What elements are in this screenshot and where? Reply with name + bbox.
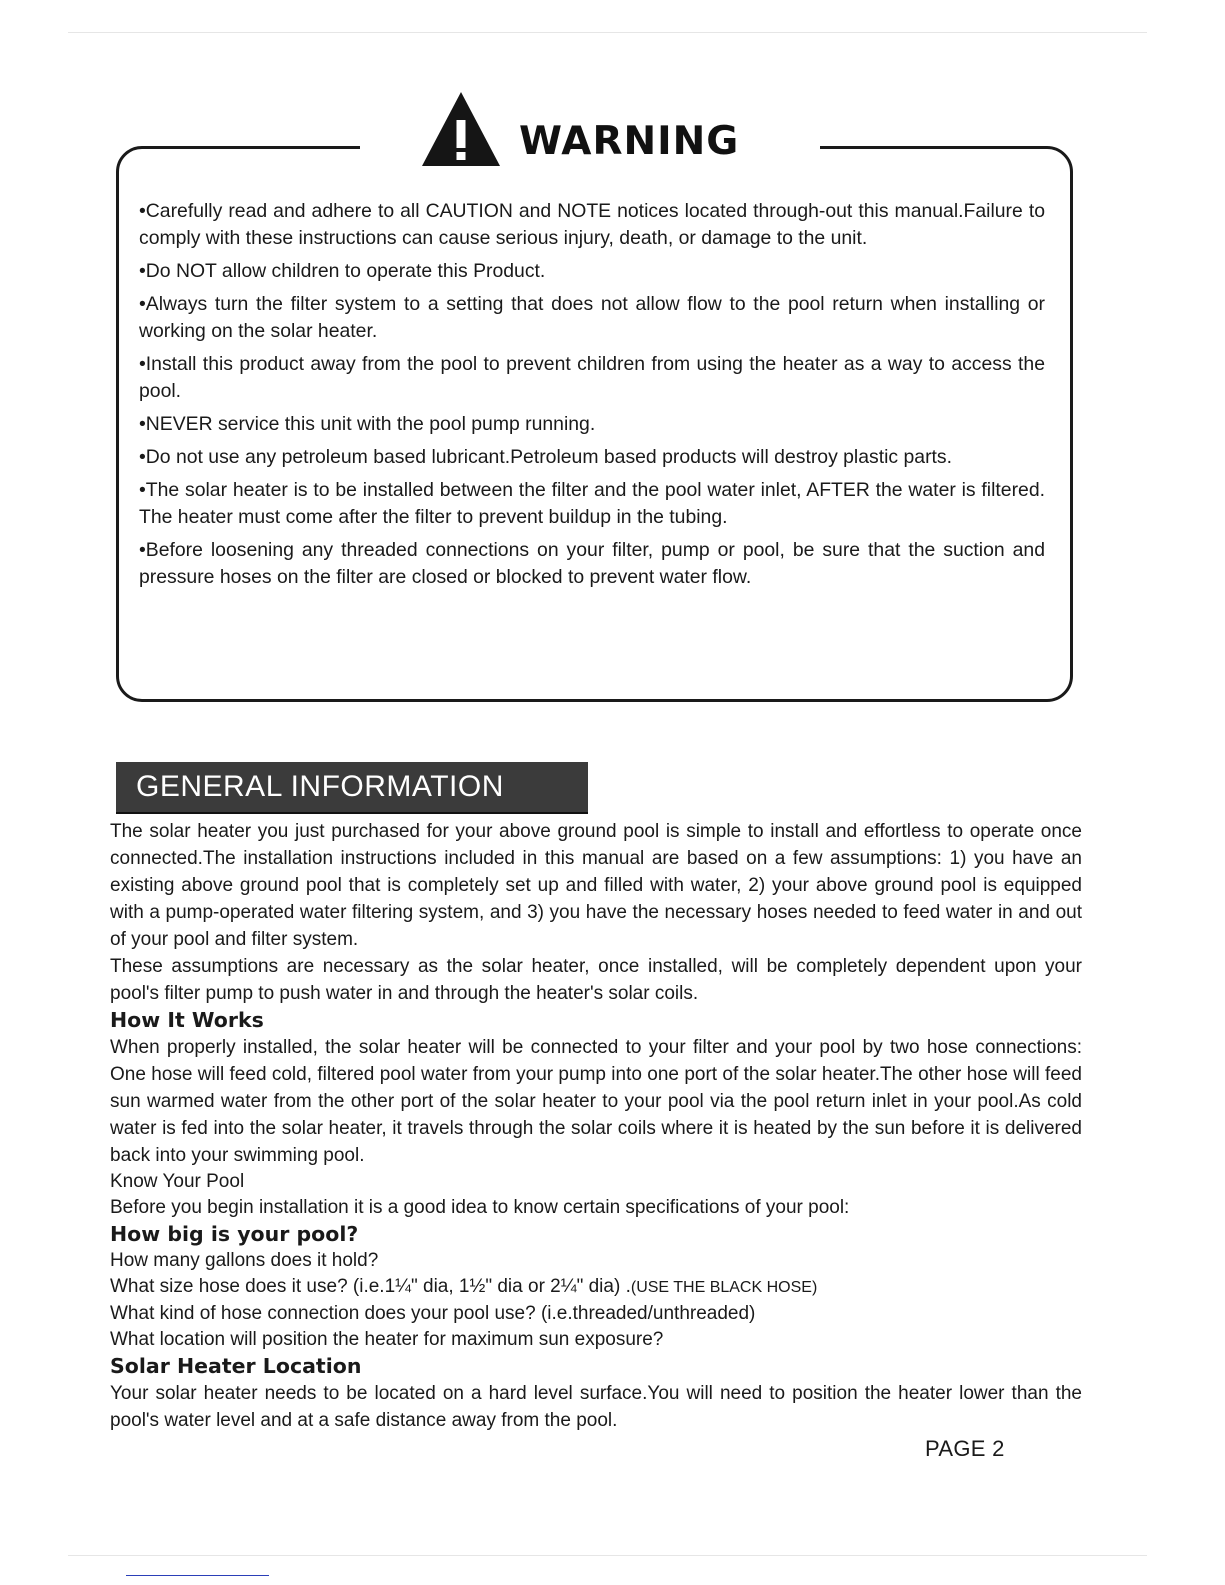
section-title: GENERAL INFORMATION xyxy=(136,770,504,803)
footer-line xyxy=(126,1575,269,1576)
question-text: What size hose does it use? (i.e.1¼" dia, 1½" dia or 2¼" dia) . xyxy=(110,1276,631,1297)
solar-heater-location-paragraph: Your solar heater needs to be located on a hard level surface.You will need to position the heater lower than the pool's water level and at a safe distance away from the pool. xyxy=(110,1383,1082,1431)
warning-item: •Do not use any petroleum based lubricant.Petroleum based products will destroy plastic parts. xyxy=(139,446,952,468)
warning-triangle-icon xyxy=(420,90,502,168)
warning-item: •NEVER service this unit with the pool pump running. xyxy=(139,413,596,435)
how-big-heading: How big is your pool? xyxy=(110,1222,359,1246)
assumptions-paragraph: These assumptions are necessary as the solar heater, once installed, will be completely dependent upon your pool's filter pump to push water in and through the heater's solar coils. xyxy=(110,956,1082,1004)
solar-heater-location-heading: Solar Heater Location xyxy=(110,1354,362,1378)
page-number: PAGE 2 xyxy=(925,1436,1005,1461)
scan-edge-bottom xyxy=(68,1555,1147,1556)
warning-item: •The solar heater is to be installed between the filter and the pool water inlet, AFTER the water is filtered. The heater must come after the filter to prevent buildup in the tubing. xyxy=(139,479,1045,528)
question-line xyxy=(110,1274,1082,1301)
warning-item: •Carefully read and adhere to all CAUTION and NOTE notices located through-out this manual.Failure to comply with these instructions can cause serious injury, death, or damage to the unit. xyxy=(139,200,1045,249)
know-your-pool-text: Before you begin installation it is a good idea to know certain specifications of your pool: xyxy=(110,1197,850,1218)
warning-header xyxy=(360,82,820,172)
how-it-works-heading: How It Works xyxy=(110,1008,264,1032)
question-line: What kind of hose connection does your pool use? (i.e.threaded/unthreaded) xyxy=(110,1303,756,1324)
question-line: What location will position the heater for maximum sun exposure? xyxy=(110,1329,664,1350)
how-it-works-paragraph: When properly installed, the solar heater will be connected to your filter and your pool by two hose connections: One hose will feed cold, filtered pool water from your pump into one port of the solar heater.The other hose will feed sun warmed water from the other port of the solar heater to your pool via the pool return inlet in your pool.As cold water is fed into the solar heater, it travels through the solar coils where it is heated by the sun before it is delivered back into your swimming pool. xyxy=(110,1037,1082,1166)
warning-list xyxy=(139,198,1045,597)
know-your-pool-heading: Know Your Pool xyxy=(110,1171,245,1192)
hose-note: (USE THE BLACK HOSE) xyxy=(630,1279,818,1296)
warning-title: WARNING xyxy=(519,119,740,164)
warning-item: •Install this product away from the pool to prevent children from using the heater as a way to access the pool. xyxy=(139,353,1045,402)
general-information-body xyxy=(110,818,1082,1434)
general-information-banner xyxy=(116,762,588,814)
intro-paragraph: The solar heater you just purchased for your above ground pool is simple to install and effortless to operate once connected.The installation instructions included in this manual are based on a few assumptions: 1) you have an existing above ground pool that is completely set up and filled with water, 2) your above ground pool is equipped with a pump-operated water filtering system, and 3) you have the necessary hoses needed to feed water in and out of your pool and filter system. xyxy=(110,821,1082,950)
warning-item: •Always turn the filter system to a setting that does not allow flow to the pool return when installing or working on the solar heater. xyxy=(139,293,1045,342)
question-line: How many gallons does it hold? xyxy=(110,1250,379,1271)
scan-edge-top xyxy=(68,32,1147,33)
warning-item: •Do NOT allow children to operate this Product. xyxy=(139,260,546,282)
warning-item: •Before loosening any threaded connections on your filter, pump or pool, be sure that the suction and pressure hoses on the filter are closed or blocked to prevent water flow. xyxy=(139,539,1045,588)
